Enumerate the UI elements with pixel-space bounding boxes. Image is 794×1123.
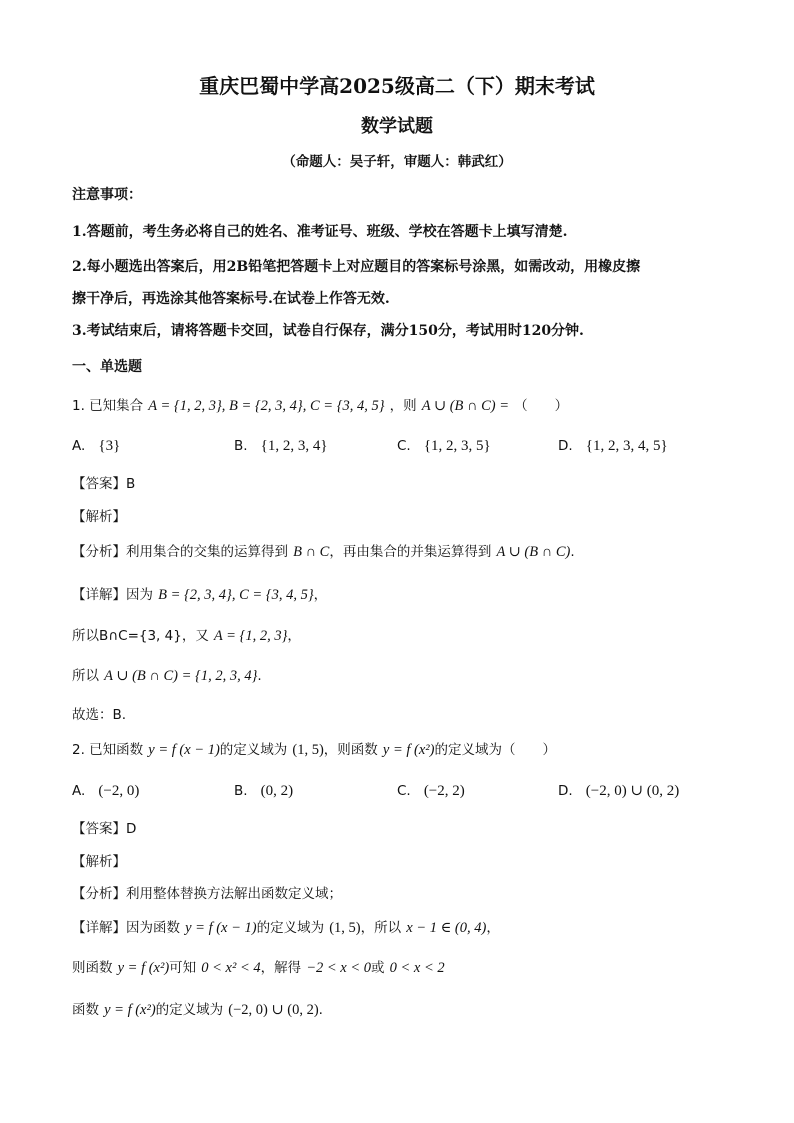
detail-math: −2 < x < 0 (306, 960, 372, 976)
fenxi-tag: 【分析】 (72, 544, 126, 560)
notice-heading: 注意事项： (72, 187, 142, 203)
option-value: (−2, 0) (98, 783, 140, 799)
detail-text: 可知 (169, 960, 197, 976)
q1-detail-1 (72, 583, 327, 604)
detail-tag: 【详解】 (72, 920, 126, 936)
q2-math: y = f (x²) (382, 742, 435, 758)
fenxi-text: 利用整体替换方法解出函数定义域； (126, 886, 342, 902)
fenxi-text: ，再由集合的并集运算得到 (329, 544, 492, 560)
detail-text: 因为函数 (126, 920, 180, 936)
option-label: A. (72, 438, 86, 454)
detail-math: 0 < x < 2 (389, 960, 445, 976)
notice-item-2: 2.每小题选出答案后，用2B铅笔把答题卡上对应题目的答案标号涂黑，如需改动，用橡皮擦 (72, 259, 641, 275)
answer-tag: 【答案】 (72, 476, 126, 492)
detail-math: A = {1, 2, 3} (213, 628, 288, 644)
detail-text: ，解得 (260, 960, 302, 976)
answer-value: B (126, 476, 136, 492)
exam-title: 重庆巴蜀中学高2025级高二（下）期末考试 (199, 74, 595, 98)
q1-expr: A ∪ (B ∩ C) = (421, 398, 510, 414)
option-value: (−2, 2) (423, 783, 465, 799)
q2-option-c (397, 780, 465, 800)
answer-tag: 【答案】 (72, 821, 126, 837)
detail-math: y = f (x − 1) (185, 920, 257, 936)
q2-math: (1, 5) (292, 742, 324, 758)
detail-text: 所以 (72, 628, 99, 644)
q1-option-c (397, 435, 491, 455)
detail-text: 的定义域为 (256, 920, 325, 936)
option-label: D. (558, 438, 573, 454)
section-heading: 一、单选题 (72, 359, 142, 375)
detail-math: x − 1 ∈ (0, 4) (406, 920, 487, 936)
notice-item-3: 3.考试结束后，请将答题卡交回，试卷自行保存，满分150分，考试用时120分钟. (72, 323, 584, 339)
detail-math: B∩C={3, 4} (99, 628, 182, 644)
option-label: B. (234, 783, 248, 799)
q2-analysis-tag: 【解析】 (72, 854, 126, 870)
detail-tag: 【详解】 (72, 587, 126, 603)
detail-text: 则函数 (72, 960, 113, 976)
detail-text: ， (287, 628, 301, 644)
q2-option-b (234, 780, 293, 800)
q2-text: 的定义域为（ ） (434, 742, 556, 758)
q1-detail-3 (72, 664, 262, 685)
detail-text: 的定义域为 (155, 1002, 224, 1018)
q2-text: ，则函数 (323, 742, 378, 758)
detail-text: ，又 (181, 628, 209, 644)
q2-text: 的定义域为 (219, 742, 288, 758)
option-label: C. (397, 783, 411, 799)
q1-option-d (558, 435, 668, 455)
q1-choose: 故选：B. (72, 707, 127, 723)
exam-subject: 数学试题 (361, 116, 433, 137)
q1-blank: （ ） (514, 398, 569, 414)
detail-text: ， (486, 920, 500, 936)
q2-detail-2 (72, 956, 445, 977)
q2-option-d (558, 780, 679, 800)
detail-text: 因为 (126, 587, 153, 603)
q1-option-a (72, 435, 120, 455)
q1-analysis-tag: 【解析】 (72, 509, 126, 525)
detail-math: y = f (x²) (117, 960, 170, 976)
q2-detail-3 (72, 998, 323, 1019)
fenxi-tag: 【分析】 (72, 886, 126, 902)
q2-option-a (72, 780, 139, 800)
q2-answer (72, 817, 136, 837)
q2-detail-1 (72, 916, 500, 937)
fenxi-text: . (570, 544, 575, 560)
fenxi-math: B ∩ C (293, 544, 330, 560)
option-value: {1, 2, 3, 5} (423, 438, 491, 454)
q2-math: y = f (x − 1) (148, 742, 220, 758)
answer-value: D (126, 821, 137, 837)
q1-answer (72, 472, 135, 492)
fenxi-text: 利用集合的交集的运算得到 (126, 544, 288, 560)
detail-math: y = f (x²) (104, 1002, 156, 1018)
detail-math: (−2, 0) ∪ (0, 2) (228, 1002, 319, 1018)
option-label: A. (72, 783, 86, 799)
option-value: (0, 2) (260, 783, 294, 799)
q1-detail-2 (72, 624, 301, 645)
q1-option-b (234, 435, 328, 455)
detail-text: ， (313, 587, 328, 603)
detail-math: A ∪ (B ∩ C) = {1, 2, 3, 4} (104, 668, 258, 684)
option-label: D. (558, 783, 573, 799)
detail-text: . (257, 668, 262, 684)
q2-fenxi (72, 882, 342, 902)
q1-mid: ，则 (389, 398, 417, 414)
detail-text: . (318, 1002, 323, 1018)
fenxi-math: A ∪ (B ∩ C) (496, 544, 571, 560)
q1-sets: A = {1, 2, 3}, B = {2, 3, 4}, C = {3, 4, 5} (148, 398, 385, 414)
exam-authors: （命题人：吴子轩，审题人：韩武红） (282, 154, 512, 170)
detail-text: ，所以 (360, 920, 402, 936)
option-value: {1, 2, 3, 4} (260, 438, 328, 454)
notice-item-2-cont: 擦干净后，再选涂其他答案标号.在试卷上作答无效. (72, 291, 390, 307)
detail-math: (1, 5) (329, 920, 361, 936)
question-1-stem (72, 394, 568, 415)
q1-fenxi (72, 540, 575, 561)
option-label: C. (397, 438, 411, 454)
detail-text: 所以 (72, 668, 99, 684)
option-value: {1, 2, 3, 4, 5} (585, 438, 668, 454)
question-2-stem (72, 738, 556, 759)
notice-item-1: 1.答题前，考生务必将自己的姓名、准考证号、班级、学校在答题卡上填写清楚. (72, 224, 568, 240)
detail-text: 或 (371, 960, 385, 976)
option-label: B. (234, 438, 248, 454)
option-value: {3} (98, 438, 121, 454)
q1-prefix: 1. 已知集合 (72, 398, 144, 414)
q2-prefix: 2. 已知函数 (72, 742, 144, 758)
detail-math: B = {2, 3, 4}, C = {3, 4, 5} (158, 587, 314, 603)
detail-text: 函数 (72, 1002, 99, 1018)
detail-math: 0 < x² < 4 (201, 960, 261, 976)
option-value: (−2, 0) ∪ (0, 2) (585, 783, 680, 799)
